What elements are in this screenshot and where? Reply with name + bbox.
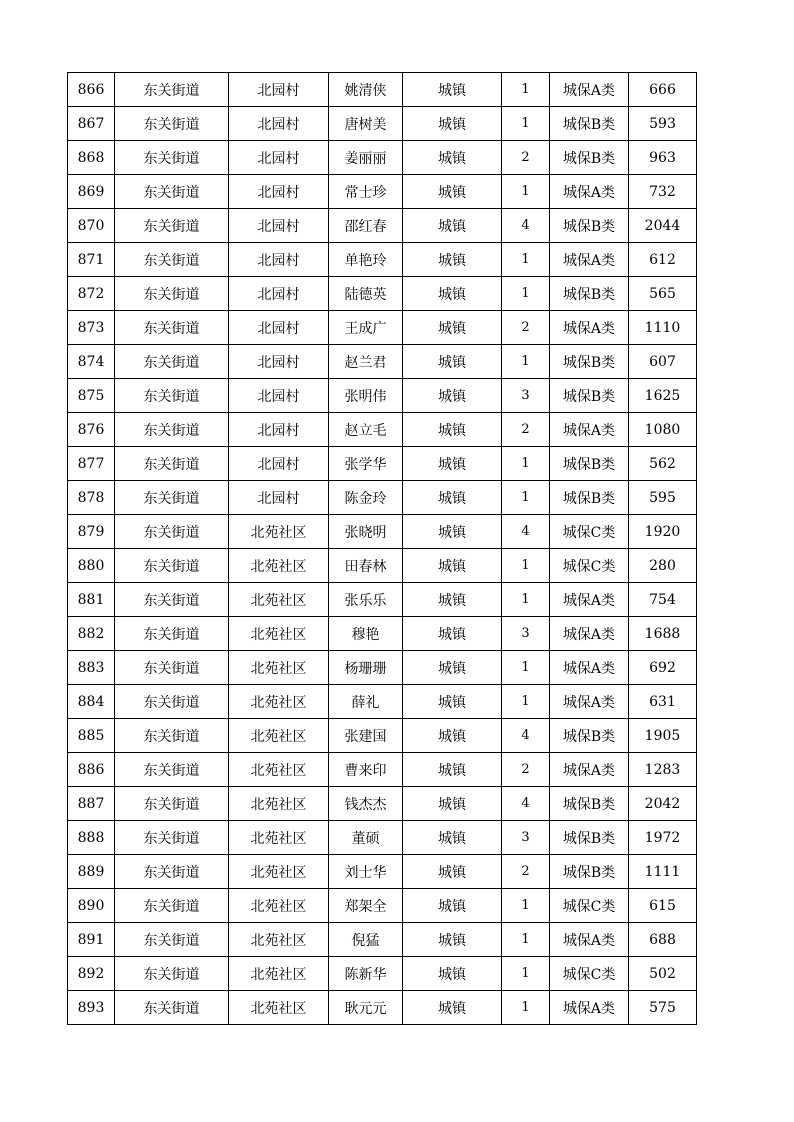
person-name-cell: 穆艳 [329,617,403,651]
community-name-cell: 北苑社区 [229,719,329,753]
street-name-cell: 东关街道 [115,141,229,175]
community-name-cell: 北园村 [229,107,329,141]
insurance-category-cell: 城保A类 [550,311,629,345]
street-name-cell: 东关街道 [115,209,229,243]
area-type-cell: 城镇 [403,209,502,243]
table-row [68,991,697,1025]
street-name-cell: 东关街道 [115,243,229,277]
area-type-cell: 城镇 [403,107,502,141]
data-table-container [67,72,697,1025]
row-number-cell: 874 [68,345,115,379]
amount-cell: 1905 [629,719,697,753]
insurance-category-cell: 城保B类 [550,277,629,311]
insurance-category-cell: 城保C类 [550,515,629,549]
insurance-category-cell: 城保A类 [550,923,629,957]
street-name-cell: 东关街道 [115,345,229,379]
household-size-cell: 1 [502,243,550,277]
person-name-cell: 陈新华 [329,957,403,991]
household-size-cell: 3 [502,379,550,413]
household-size-cell: 1 [502,889,550,923]
community-name-cell: 北园村 [229,447,329,481]
street-name-cell: 东关街道 [115,583,229,617]
street-name-cell: 东关街道 [115,991,229,1025]
table-row [68,753,697,787]
table-row [68,175,697,209]
insurance-category-cell: 城保A类 [550,753,629,787]
area-type-cell: 城镇 [403,889,502,923]
amount-cell: 1625 [629,379,697,413]
table-row [68,515,697,549]
household-size-cell: 2 [502,753,550,787]
row-number-cell: 888 [68,821,115,855]
area-type-cell: 城镇 [403,617,502,651]
person-name-cell: 常士珍 [329,175,403,209]
table-row [68,855,697,889]
amount-cell: 2042 [629,787,697,821]
area-type-cell: 城镇 [403,447,502,481]
table-row [68,583,697,617]
area-type-cell: 城镇 [403,515,502,549]
row-number-cell: 890 [68,889,115,923]
area-type-cell: 城镇 [403,855,502,889]
household-size-cell: 3 [502,617,550,651]
household-size-cell: 3 [502,821,550,855]
person-name-cell: 张学华 [329,447,403,481]
row-number-cell: 871 [68,243,115,277]
table-row [68,379,697,413]
street-name-cell: 东关街道 [115,73,229,107]
street-name-cell: 东关街道 [115,957,229,991]
street-name-cell: 东关街道 [115,175,229,209]
row-number-cell: 869 [68,175,115,209]
row-number-cell: 879 [68,515,115,549]
table-row [68,73,697,107]
household-size-cell: 1 [502,481,550,515]
insurance-category-cell: 城保B类 [550,855,629,889]
table-row [68,107,697,141]
insurance-category-cell: 城保A类 [550,685,629,719]
street-name-cell: 东关街道 [115,413,229,447]
row-number-cell: 882 [68,617,115,651]
amount-cell: 692 [629,651,697,685]
insurance-category-cell: 城保B类 [550,719,629,753]
household-size-cell: 1 [502,651,550,685]
row-number-cell: 893 [68,991,115,1025]
area-type-cell: 城镇 [403,379,502,413]
amount-cell: 612 [629,243,697,277]
street-name-cell: 东关街道 [115,617,229,651]
person-name-cell: 董硕 [329,821,403,855]
street-name-cell: 东关街道 [115,379,229,413]
amount-cell: 631 [629,685,697,719]
person-name-cell: 唐树美 [329,107,403,141]
area-type-cell: 城镇 [403,685,502,719]
row-number-cell: 867 [68,107,115,141]
household-size-cell: 1 [502,277,550,311]
area-type-cell: 城镇 [403,311,502,345]
street-name-cell: 东关街道 [115,549,229,583]
row-number-cell: 866 [68,73,115,107]
data-table [67,72,697,1025]
street-name-cell: 东关街道 [115,821,229,855]
row-number-cell: 884 [68,685,115,719]
insurance-category-cell: 城保A类 [550,617,629,651]
amount-cell: 732 [629,175,697,209]
area-type-cell: 城镇 [403,413,502,447]
community-name-cell: 北园村 [229,243,329,277]
area-type-cell: 城镇 [403,991,502,1025]
community-name-cell: 北苑社区 [229,617,329,651]
row-number-cell: 878 [68,481,115,515]
community-name-cell: 北园村 [229,311,329,345]
insurance-category-cell: 城保B类 [550,787,629,821]
amount-cell: 1110 [629,311,697,345]
person-name-cell: 杨珊珊 [329,651,403,685]
community-name-cell: 北苑社区 [229,991,329,1025]
household-size-cell: 1 [502,447,550,481]
community-name-cell: 北苑社区 [229,787,329,821]
area-type-cell: 城镇 [403,73,502,107]
community-name-cell: 北苑社区 [229,583,329,617]
household-size-cell: 2 [502,311,550,345]
row-number-cell: 889 [68,855,115,889]
household-size-cell: 4 [502,719,550,753]
area-type-cell: 城镇 [403,583,502,617]
street-name-cell: 东关街道 [115,447,229,481]
household-size-cell: 1 [502,991,550,1025]
amount-cell: 2044 [629,209,697,243]
person-name-cell: 薛礼 [329,685,403,719]
table-row [68,413,697,447]
household-size-cell: 1 [502,107,550,141]
table-row [68,957,697,991]
household-size-cell: 1 [502,685,550,719]
table-row [68,617,697,651]
street-name-cell: 东关街道 [115,515,229,549]
person-name-cell: 钱杰杰 [329,787,403,821]
community-name-cell: 北苑社区 [229,549,329,583]
person-name-cell: 田春林 [329,549,403,583]
insurance-category-cell: 城保B类 [550,447,629,481]
area-type-cell: 城镇 [403,175,502,209]
insurance-category-cell: 城保A类 [550,583,629,617]
household-size-cell: 4 [502,515,550,549]
insurance-category-cell: 城保B类 [550,345,629,379]
person-name-cell: 张明伟 [329,379,403,413]
community-name-cell: 北园村 [229,209,329,243]
area-type-cell: 城镇 [403,821,502,855]
table-row [68,311,697,345]
row-number-cell: 892 [68,957,115,991]
insurance-category-cell: 城保C类 [550,549,629,583]
community-name-cell: 北园村 [229,277,329,311]
insurance-category-cell: 城保A类 [550,243,629,277]
area-type-cell: 城镇 [403,549,502,583]
person-name-cell: 姚清侠 [329,73,403,107]
person-name-cell: 倪猛 [329,923,403,957]
row-number-cell: 875 [68,379,115,413]
amount-cell: 595 [629,481,697,515]
person-name-cell: 陈金玲 [329,481,403,515]
area-type-cell: 城镇 [403,787,502,821]
community-name-cell: 北苑社区 [229,651,329,685]
community-name-cell: 北园村 [229,413,329,447]
household-size-cell: 4 [502,209,550,243]
table-row [68,787,697,821]
street-name-cell: 东关街道 [115,719,229,753]
amount-cell: 615 [629,889,697,923]
amount-cell: 1080 [629,413,697,447]
community-name-cell: 北园村 [229,481,329,515]
table-row [68,651,697,685]
person-name-cell: 张晓明 [329,515,403,549]
person-name-cell: 陆德英 [329,277,403,311]
household-size-cell: 1 [502,957,550,991]
table-row [68,685,697,719]
table-row [68,345,697,379]
row-number-cell: 876 [68,413,115,447]
area-type-cell: 城镇 [403,753,502,787]
area-type-cell: 城镇 [403,957,502,991]
street-name-cell: 东关街道 [115,923,229,957]
community-name-cell: 北苑社区 [229,685,329,719]
person-name-cell: 单艳玲 [329,243,403,277]
row-number-cell: 886 [68,753,115,787]
insurance-category-cell: 城保A类 [550,73,629,107]
table-body [68,73,697,1025]
table-row [68,209,697,243]
table-row [68,141,697,175]
area-type-cell: 城镇 [403,243,502,277]
household-size-cell: 4 [502,787,550,821]
row-number-cell: 885 [68,719,115,753]
community-name-cell: 北苑社区 [229,515,329,549]
household-size-cell: 1 [502,345,550,379]
amount-cell: 688 [629,923,697,957]
table-row [68,923,697,957]
insurance-category-cell: 城保A类 [550,413,629,447]
row-number-cell: 887 [68,787,115,821]
person-name-cell: 耿元元 [329,991,403,1025]
insurance-category-cell: 城保B类 [550,209,629,243]
insurance-category-cell: 城保A类 [550,991,629,1025]
amount-cell: 565 [629,277,697,311]
row-number-cell: 870 [68,209,115,243]
insurance-category-cell: 城保C类 [550,957,629,991]
amount-cell: 1283 [629,753,697,787]
community-name-cell: 北园村 [229,141,329,175]
street-name-cell: 东关街道 [115,855,229,889]
household-size-cell: 1 [502,549,550,583]
amount-cell: 754 [629,583,697,617]
street-name-cell: 东关街道 [115,311,229,345]
person-name-cell: 曹来印 [329,753,403,787]
community-name-cell: 北苑社区 [229,957,329,991]
person-name-cell: 赵立毛 [329,413,403,447]
street-name-cell: 东关街道 [115,787,229,821]
insurance-category-cell: 城保A类 [550,651,629,685]
area-type-cell: 城镇 [403,345,502,379]
area-type-cell: 城镇 [403,277,502,311]
table-row [68,447,697,481]
area-type-cell: 城镇 [403,481,502,515]
community-name-cell: 北苑社区 [229,855,329,889]
row-number-cell: 868 [68,141,115,175]
area-type-cell: 城镇 [403,141,502,175]
amount-cell: 1688 [629,617,697,651]
community-name-cell: 北苑社区 [229,923,329,957]
community-name-cell: 北苑社区 [229,753,329,787]
table-row [68,719,697,753]
person-name-cell: 赵兰君 [329,345,403,379]
person-name-cell: 姜丽丽 [329,141,403,175]
row-number-cell: 880 [68,549,115,583]
community-name-cell: 北园村 [229,345,329,379]
person-name-cell: 刘士华 [329,855,403,889]
street-name-cell: 东关街道 [115,481,229,515]
community-name-cell: 北园村 [229,379,329,413]
area-type-cell: 城镇 [403,719,502,753]
amount-cell: 593 [629,107,697,141]
community-name-cell: 北苑社区 [229,821,329,855]
household-size-cell: 1 [502,583,550,617]
amount-cell: 666 [629,73,697,107]
amount-cell: 280 [629,549,697,583]
street-name-cell: 东关街道 [115,651,229,685]
household-size-cell: 2 [502,141,550,175]
row-number-cell: 881 [68,583,115,617]
street-name-cell: 东关街道 [115,685,229,719]
amount-cell: 1920 [629,515,697,549]
insurance-category-cell: 城保C类 [550,889,629,923]
person-name-cell: 王成广 [329,311,403,345]
person-name-cell: 张乐乐 [329,583,403,617]
street-name-cell: 东关街道 [115,889,229,923]
community-name-cell: 北园村 [229,175,329,209]
street-name-cell: 东关街道 [115,753,229,787]
table-row [68,889,697,923]
table-row [68,821,697,855]
street-name-cell: 东关街道 [115,107,229,141]
household-size-cell: 2 [502,855,550,889]
household-size-cell: 1 [502,175,550,209]
area-type-cell: 城镇 [403,923,502,957]
street-name-cell: 东关街道 [115,277,229,311]
row-number-cell: 883 [68,651,115,685]
row-number-cell: 872 [68,277,115,311]
person-name-cell: 郑架全 [329,889,403,923]
area-type-cell: 城镇 [403,651,502,685]
household-size-cell: 1 [502,923,550,957]
table-row [68,481,697,515]
amount-cell: 1972 [629,821,697,855]
insurance-category-cell: 城保B类 [550,821,629,855]
table-row [68,243,697,277]
insurance-category-cell: 城保B类 [550,107,629,141]
amount-cell: 1111 [629,855,697,889]
insurance-category-cell: 城保A类 [550,175,629,209]
table-row [68,549,697,583]
row-number-cell: 873 [68,311,115,345]
amount-cell: 562 [629,447,697,481]
amount-cell: 502 [629,957,697,991]
insurance-category-cell: 城保B类 [550,379,629,413]
amount-cell: 607 [629,345,697,379]
row-number-cell: 877 [68,447,115,481]
insurance-category-cell: 城保B类 [550,141,629,175]
row-number-cell: 891 [68,923,115,957]
amount-cell: 575 [629,991,697,1025]
amount-cell: 963 [629,141,697,175]
household-size-cell: 1 [502,73,550,107]
person-name-cell: 张建国 [329,719,403,753]
insurance-category-cell: 城保B类 [550,481,629,515]
person-name-cell: 邵红春 [329,209,403,243]
community-name-cell: 北苑社区 [229,889,329,923]
community-name-cell: 北园村 [229,73,329,107]
household-size-cell: 2 [502,413,550,447]
table-row [68,277,697,311]
